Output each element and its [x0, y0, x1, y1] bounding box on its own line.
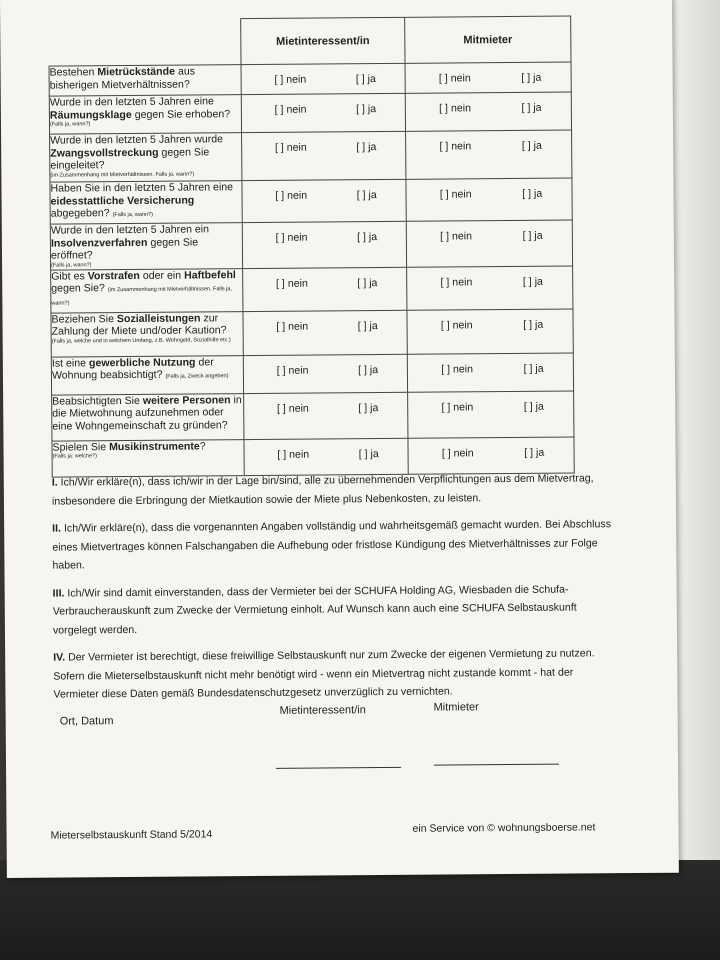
cotenant-checkbox-ja[interactable]: [ ] ja — [522, 187, 543, 200]
tenant-checkbox-ja[interactable]: [ ] ja — [358, 363, 379, 376]
table-row — [52, 391, 574, 441]
question-text: (Falls ja, wann?) — [112, 211, 153, 219]
cotenant-signature-label: Mitmieter — [433, 701, 479, 714]
tenant-answer-cell — [243, 354, 407, 393]
question-text: (Falls ja, welche und in welchem Umfang, z.B. Wohngeld, Sozialhilfe etc.) — [51, 337, 231, 345]
cotenant-answer-cell — [408, 391, 574, 438]
tenant-checkbox-nein[interactable]: [ ] nein — [274, 73, 307, 86]
question-cell — [51, 311, 243, 357]
cotenant-checkbox-nein[interactable]: [ ] nein — [441, 401, 474, 414]
question-text: Insolvenzverfahren — [50, 236, 148, 250]
tenant-checkbox-nein[interactable]: [ ] nein — [276, 364, 309, 377]
tenant-checkbox-nein[interactable]: [ ] nein — [275, 231, 308, 244]
tenant-answer-cell — [241, 63, 405, 94]
question-text: (Falls ja: welche?) — [52, 453, 97, 460]
table-row — [51, 266, 573, 313]
tenant-answer-cell — [244, 392, 408, 439]
question-text: Beabsichtigten Sie — [52, 394, 143, 408]
tenant-checkbox-ja[interactable]: [ ] ja — [357, 276, 378, 289]
cotenant-checkbox-ja[interactable]: [ ] ja — [523, 318, 544, 331]
cotenant-checkbox-nein[interactable]: [ ] nein — [439, 140, 472, 153]
question-cell — [52, 439, 244, 477]
question-text: Musikinstrumente — [109, 440, 200, 453]
declaration-3: III. Ich/Wir sind damit einverstanden, dass der Vermieter bei der SCHUFA Holding AG, Wiesbaden die Schufa-Verbraucherauskunft zum Zwecke der Vermietung einholt. Auf Wunsch kann auch eine SCHUFA Selbstauskunft vorgelegt werden. — [52, 583, 577, 637]
question-text: (Falls ja, wann?) — [51, 262, 92, 269]
tenant-signature-label: Mietinteressent/in — [279, 704, 366, 717]
question-text: (im Zusammenhang mit Mietverhältnissen. Falls ja, wann?) — [50, 171, 195, 179]
table-row — [51, 353, 573, 395]
cotenant-checkbox-ja[interactable]: [ ] ja — [522, 229, 543, 242]
question-cell — [49, 65, 241, 97]
cotenant-checkbox-ja[interactable]: [ ] ja — [522, 275, 543, 288]
cotenant-checkbox-ja[interactable]: [ ] ja — [523, 362, 544, 375]
question-text: gegen Sie eingeleitet? — [50, 145, 210, 172]
header-cotenant: Mitmieter — [405, 16, 571, 63]
cotenant-checkbox-ja[interactable]: [ ] ja — [523, 400, 544, 413]
footer-version: Mieterselbstauskunft Stand 5/2014 — [50, 828, 213, 842]
tenant-checkbox-nein[interactable]: [ ] nein — [276, 320, 309, 333]
question-text: gegen Sie eröffnet? — [50, 236, 199, 262]
question-text: zur Zahlung der Miete und/oder Kaution? — [51, 312, 227, 338]
question-text: Wurde in den letzten 5 Jahren ein — [50, 223, 210, 237]
question-cell — [49, 95, 241, 135]
question-text: aus bisherigen Mietverhältnissen? — [49, 65, 196, 92]
tenant-answer-cell — [241, 93, 405, 132]
question-text: Haben Sie in den letzten 5 Jahren eine — [50, 181, 234, 195]
tenant-checkbox-nein[interactable]: [ ] nein — [274, 103, 307, 116]
question-text: Vorstrafen — [87, 269, 140, 283]
question-cell — [52, 393, 244, 441]
tenant-answer-cell — [242, 131, 406, 180]
tenant-checkbox-ja[interactable]: [ ] ja — [355, 73, 376, 86]
table-row — [50, 220, 572, 270]
tenant-signature-line[interactable] — [276, 767, 401, 769]
question-text: in die Mietwohnung aufzunehmen oder eine Wohngemeinschaft zu gründen? — [52, 393, 242, 433]
tenant-checkbox-ja[interactable]: [ ] ja — [356, 141, 377, 154]
question-cell — [50, 181, 242, 225]
question-text: der Wohnung beabsichtigt? — [51, 356, 214, 382]
cotenant-checkbox-ja[interactable]: [ ] ja — [521, 139, 542, 152]
header-blank-cell — [49, 19, 241, 67]
declaration-2: II. Ich/Wir erkläre(n), dass die vorgenannten Angaben vollständig und wahrheitsgemäß gemacht wurden. Bei Abschluss eines Mietvertrages können Falschangaben die Aufhebung oder fristlose Kündigung des Mietverhältnisses zur Folge haben. — [52, 518, 612, 572]
cotenant-checkbox-nein[interactable]: [ ] nein — [440, 276, 473, 289]
question-text: (Falls ja, wann?) — [49, 121, 91, 128]
tenant-checkbox-ja[interactable]: [ ] ja — [356, 231, 378, 244]
question-text: Bestehen — [49, 66, 98, 79]
question-cell — [51, 355, 243, 395]
question-text: Ist eine — [51, 357, 90, 370]
question-text: abgegeben? — [50, 207, 113, 220]
tenant-checkbox-nein[interactable]: [ ] nein — [277, 448, 310, 461]
question-cell — [51, 268, 243, 313]
table-row — [49, 62, 571, 96]
cotenant-answer-cell — [406, 130, 572, 179]
cotenant-checkbox-nein[interactable]: [ ] nein — [441, 363, 474, 376]
question-text: gegen Sie? — [51, 282, 108, 295]
tenant-answer-cell — [243, 310, 407, 355]
cotenant-answer-cell — [405, 92, 571, 131]
tenant-checkbox-nein[interactable]: [ ] nein — [276, 402, 309, 415]
question-text: ? — [199, 440, 206, 453]
cotenant-signature-line[interactable] — [434, 764, 559, 766]
tenant-checkbox-ja[interactable]: [ ] ja — [358, 447, 379, 460]
question-text: (Falls ja, Zweck angeben) — [165, 373, 229, 381]
cotenant-checkbox-nein[interactable]: [ ] nein — [438, 72, 471, 85]
questionnaire-table — [48, 16, 575, 478]
table-row — [50, 178, 572, 224]
tenant-answer-cell — [242, 179, 406, 222]
question-text: Wurde in den letzten 5 Jahren eine — [49, 95, 214, 109]
place-date-label: Ort, Datum — [59, 715, 114, 728]
question-text: eidesstattliche Versicherung — [50, 194, 195, 208]
table-row — [51, 309, 573, 357]
cotenant-answer-cell — [407, 353, 573, 392]
question-text: Zwangsvollstreckung — [50, 146, 159, 160]
cotenant-answer-cell — [407, 266, 573, 310]
question-text: Sozialleistungen — [116, 312, 201, 325]
question-cell — [50, 133, 242, 183]
tenant-checkbox-nein[interactable]: [ ] nein — [275, 277, 308, 290]
tenant-checkbox-ja[interactable]: [ ] ja — [357, 319, 378, 332]
cotenant-checkbox-nein[interactable]: [ ] nein — [441, 447, 474, 460]
tenant-checkbox-ja[interactable]: [ ] ja — [356, 189, 377, 202]
cotenant-answer-cell — [406, 178, 572, 221]
question-text: Mietrückstände — [97, 65, 176, 79]
tenant-checkbox-ja[interactable]: [ ] ja — [355, 103, 377, 116]
cotenant-checkbox-ja[interactable]: [ ] ja — [521, 71, 542, 84]
question-text: weitere Personen — [142, 393, 231, 407]
question-text: Spielen Sie — [52, 440, 110, 454]
tenant-checkbox-nein[interactable]: [ ] nein — [275, 189, 308, 202]
declaration-1: I. Ich/Wir erkläre(n), dass ich/wir in der Lage bin/sind, alle zu übernehmenden Verpflichtungen aus dem Mietvertrag, insbesondere die Erbringung der Mietkaution sowie der Miete plus Nebenkosten, zu leisten. — [51, 472, 594, 508]
question-text: Räumungsklage — [49, 108, 132, 122]
cotenant-checkbox-nein[interactable]: [ ] nein — [439, 188, 472, 201]
cotenant-checkbox-nein[interactable]: [ ] nein — [440, 230, 473, 243]
footer-service: ein Service von © wohnungsboerse.net — [412, 821, 596, 835]
cotenant-answer-cell — [406, 220, 572, 267]
question-text: Haftbefehl — [184, 268, 236, 282]
declaration-4: IV. Der Vermieter ist berechtigt, diese freiwillige Selbstauskunft nur zum Zwecke der eigenen Vermietung zu nutzen. Sofern die Mieterselbstauskunft nicht mehr benötigt wird - wenn ein Mietvertrag nicht zustande kommt - hat der Vermieter diese Daten gemäß Bundesdatenschutzgesetz unverzüglich zu vernichten. — [53, 647, 595, 701]
cotenant-checkbox-ja[interactable]: [ ] ja — [524, 446, 545, 459]
question-text: gegen Sie erhoben? — [131, 107, 231, 121]
question-text: Gibt es — [51, 270, 88, 283]
cotenant-checkbox-nein[interactable]: [ ] nein — [440, 319, 473, 332]
cotenant-answer-cell — [405, 62, 571, 93]
cotenant-checkbox-nein[interactable]: [ ] nein — [439, 102, 472, 115]
declarations — [52, 469, 614, 713]
cotenant-answer-cell — [408, 437, 574, 474]
question-text: Beziehen Sie — [51, 312, 117, 326]
tenant-checkbox-nein[interactable]: [ ] nein — [274, 141, 307, 154]
question-text: (im Zusammenhang mit Mietverhältnissen. Falls ja, wann?) — [51, 286, 232, 307]
tenant-answer-cell — [244, 438, 408, 475]
question-text: gewerbliche Nutzung — [88, 356, 196, 370]
cotenant-checkbox-ja[interactable]: [ ] ja — [521, 101, 542, 114]
tenant-checkbox-ja[interactable]: [ ] ja — [358, 401, 379, 414]
question-cell — [50, 223, 242, 270]
question-text: oder ein — [139, 269, 185, 282]
question-text: Wurde in den letzten 5 Jahren wurde — [50, 133, 224, 147]
table-row — [49, 92, 571, 134]
table-row — [50, 130, 572, 182]
tenant-answer-cell — [242, 221, 406, 268]
tenant-answer-cell — [243, 267, 407, 311]
cotenant-answer-cell — [407, 309, 573, 354]
background-right — [672, 0, 720, 860]
header-tenant: Mietinteressent/in — [241, 17, 405, 64]
